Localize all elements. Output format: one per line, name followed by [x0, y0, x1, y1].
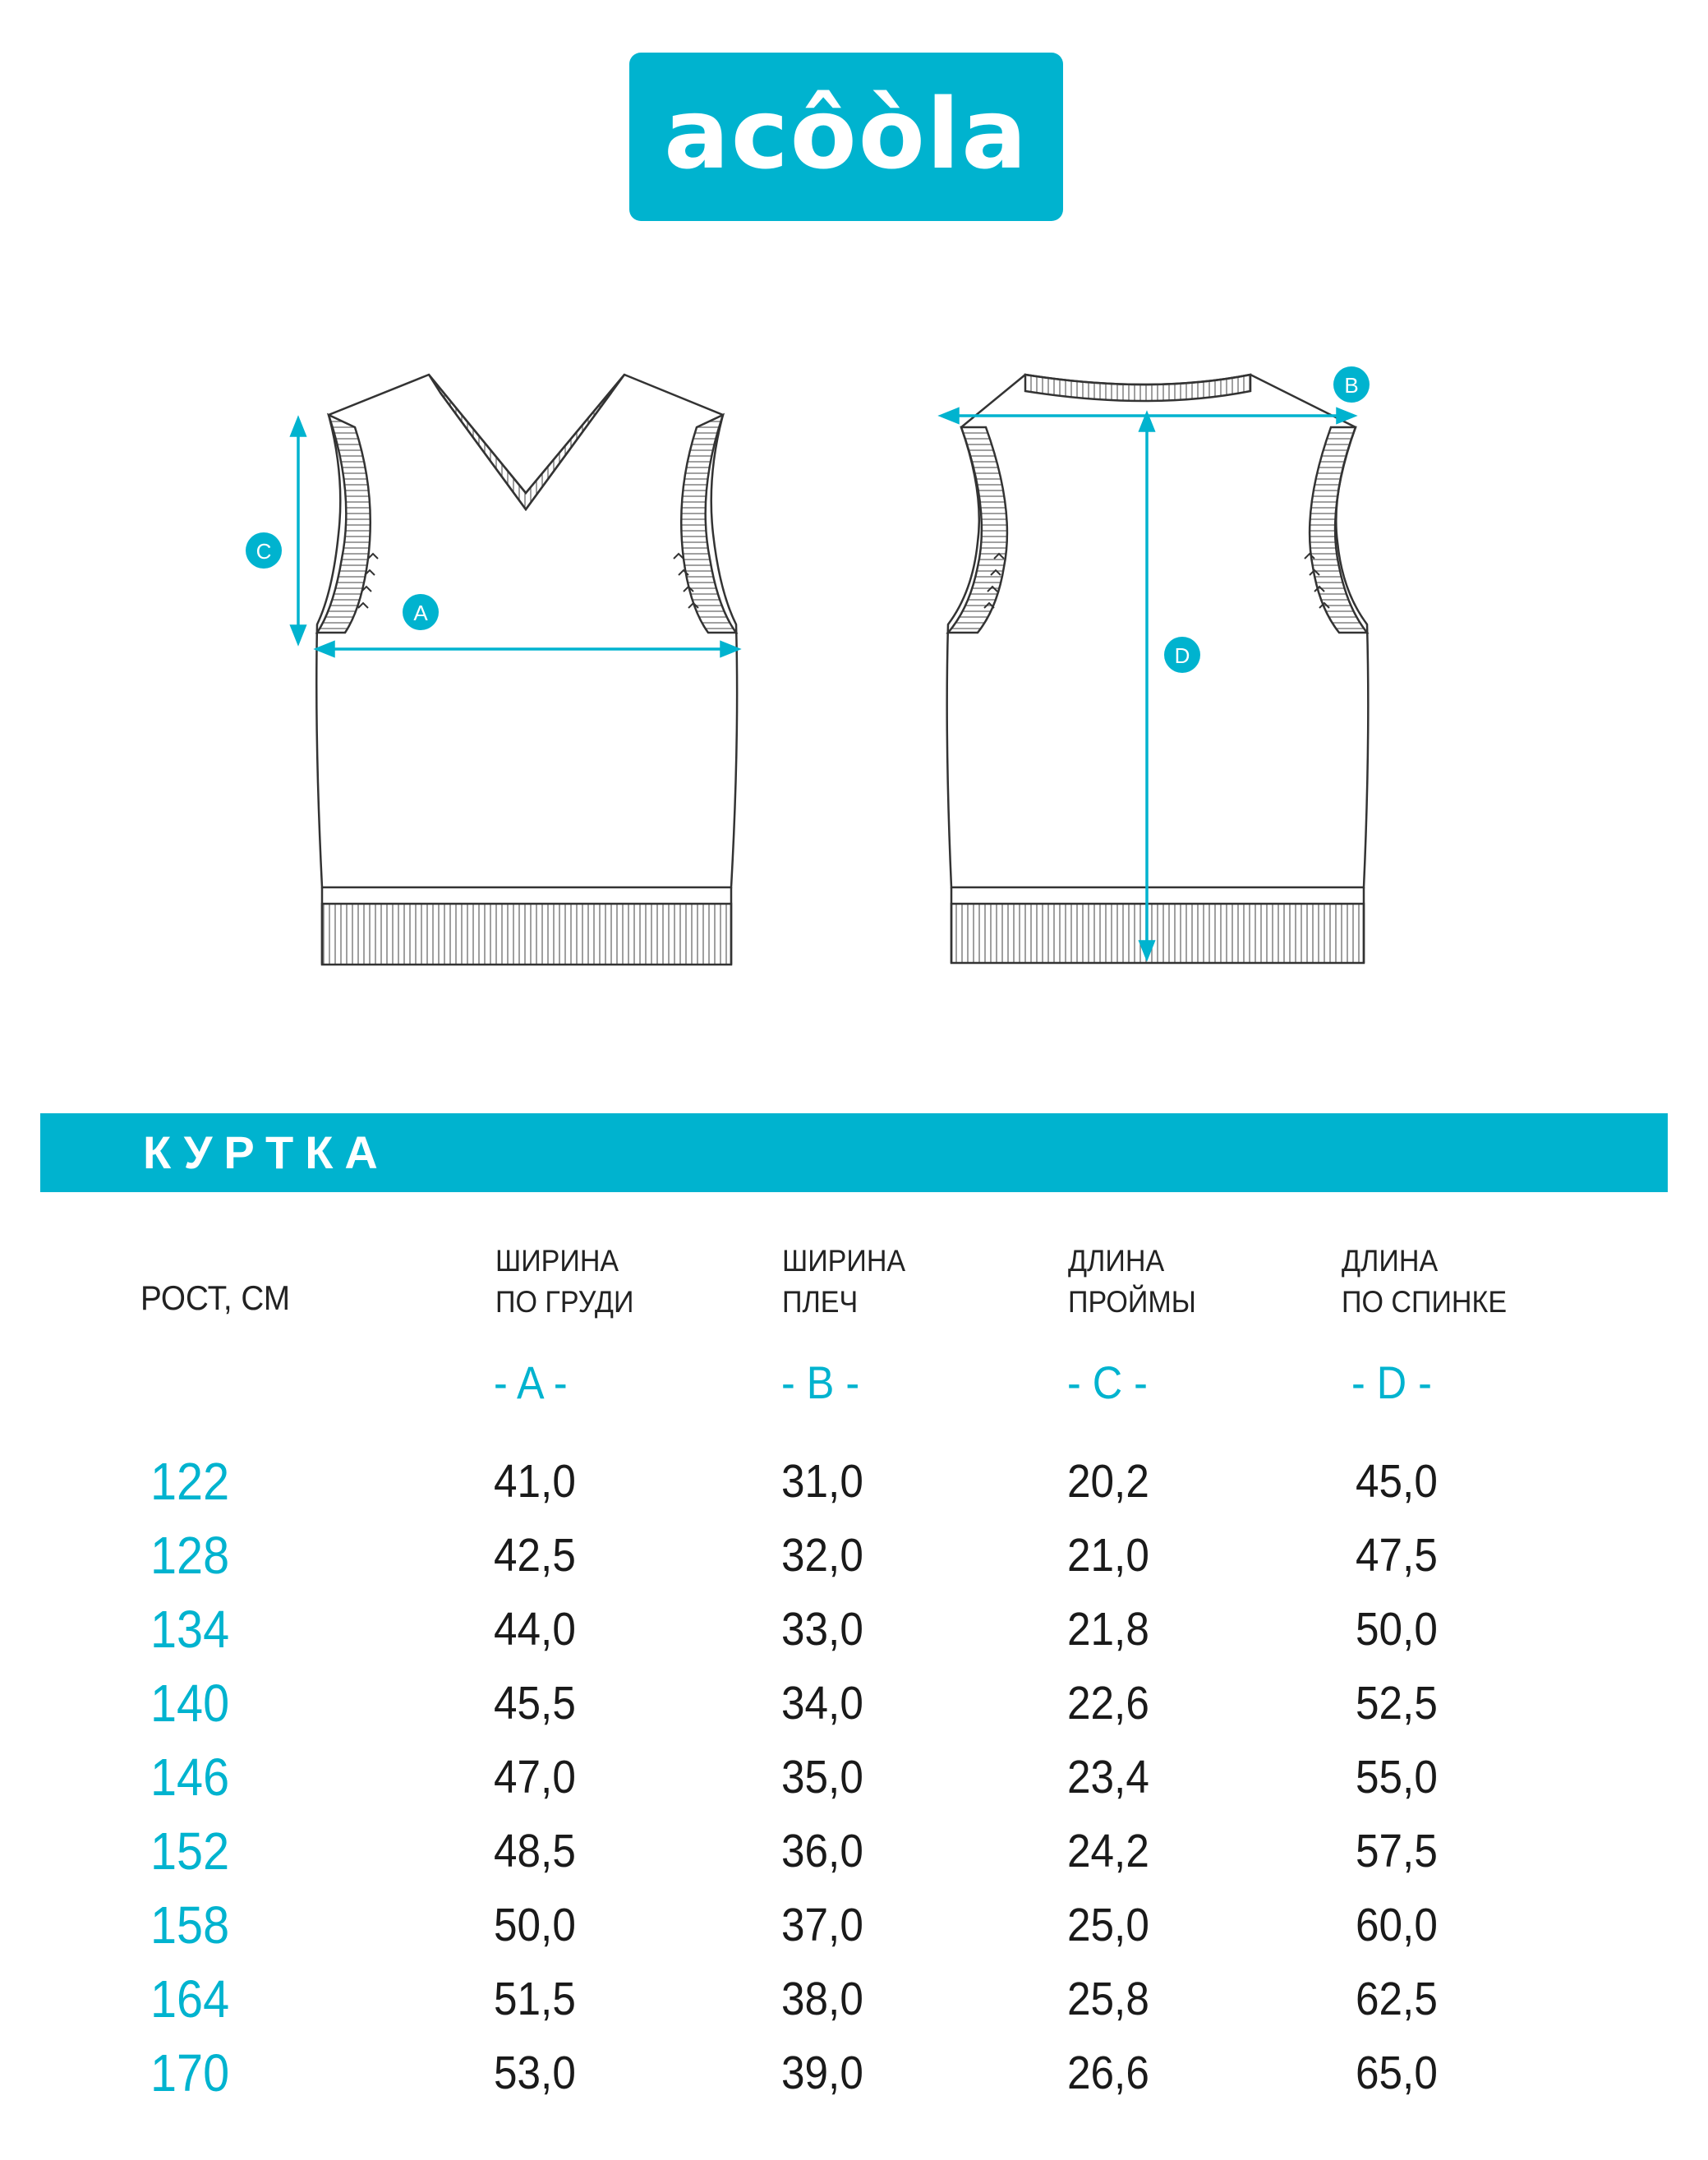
cell-c: 20,2 [1067, 1455, 1149, 1508]
height-cell: 140 [150, 1674, 230, 1733]
cell-a: 45,5 [494, 1677, 576, 1729]
height-cell: 134 [150, 1600, 230, 1659]
cell-b: 35,0 [781, 1751, 863, 1803]
back-view [947, 375, 1369, 963]
marker-c [246, 532, 282, 569]
cell-b: 31,0 [781, 1455, 863, 1508]
height-cell: 128 [150, 1526, 230, 1585]
col-header-a: ШИРИНА ПО ГРУДИ [495, 1244, 634, 1319]
col-letter-d: - D - [1351, 1356, 1432, 1408]
cell-c: 21,0 [1067, 1529, 1149, 1582]
table-row [0, 1528, 1708, 1602]
cell-a: 42,5 [494, 1529, 576, 1582]
table-row [0, 1821, 1708, 1898]
cell-d: 60,0 [1356, 1899, 1438, 1951]
cell-a: 41,0 [494, 1455, 576, 1508]
cell-b: 32,0 [781, 1529, 863, 1582]
front-view [316, 375, 737, 965]
table-row [0, 1676, 1708, 1750]
height-cell: 146 [150, 1748, 230, 1807]
cell-d: 57,5 [1356, 1825, 1438, 1877]
cell-d: 47,5 [1356, 1529, 1438, 1582]
brand-logo-text: acôòla [664, 76, 1029, 191]
cell-c: 25,8 [1067, 1973, 1149, 2025]
cell-c: 22,6 [1067, 1677, 1149, 1729]
cell-b: 33,0 [781, 1603, 863, 1656]
cell-b: 39,0 [781, 2047, 863, 2099]
table-row [0, 1602, 1708, 1676]
table-row [0, 1750, 1708, 1824]
height-header: РОСТ, СМ [140, 1278, 291, 1317]
table-row [0, 1969, 1708, 2046]
marker-b-label: B [1344, 373, 1359, 398]
col-header-c: ДЛИНА ПРОЙМЫ [1068, 1244, 1196, 1319]
cell-a: 53,0 [494, 2047, 576, 2099]
cell-d: 65,0 [1356, 2047, 1438, 2099]
height-cell: 170 [150, 2043, 230, 2102]
cell-b: 36,0 [781, 1825, 863, 1877]
table-row [0, 1454, 1708, 1528]
col-letter-c: - C - [1067, 1356, 1148, 1408]
cell-c: 23,4 [1067, 1751, 1149, 1803]
cell-d: 62,5 [1356, 1973, 1438, 2025]
cell-b: 37,0 [781, 1899, 863, 1951]
cell-c: 25,0 [1067, 1899, 1149, 1951]
cell-a: 51,5 [494, 1973, 576, 2025]
marker-c-label: C [256, 539, 272, 564]
col-header-b: ШИРИНА ПЛЕЧ [782, 1244, 906, 1319]
cell-d: 50,0 [1356, 1603, 1438, 1656]
marker-a-label: A [413, 601, 428, 625]
height-cell: 152 [150, 1821, 230, 1881]
marker-d-label: D [1174, 643, 1190, 668]
cell-a: 44,0 [494, 1603, 576, 1656]
cell-b: 34,0 [781, 1677, 863, 1729]
cell-b: 38,0 [781, 1973, 863, 2025]
cell-c: 24,2 [1067, 1825, 1149, 1877]
cell-d: 52,5 [1356, 1677, 1438, 1729]
marker-b [1333, 366, 1370, 403]
table-row [0, 2043, 1708, 2120]
garment-diagram [0, 0, 1708, 1027]
col-header-d: ДЛИНА ПО СПИНКЕ [1342, 1244, 1508, 1319]
cell-d: 45,0 [1356, 1455, 1438, 1508]
marker-a [403, 594, 439, 630]
height-cell: 164 [150, 1969, 230, 2029]
table-title: КУРТКА [143, 1126, 389, 1178]
height-cell: 122 [150, 1452, 230, 1511]
col-letter-b: - B - [781, 1356, 860, 1408]
cell-c: 21,8 [1067, 1603, 1149, 1656]
marker-d [1164, 637, 1200, 673]
height-cell: 158 [150, 1895, 230, 1955]
col-letter-a: - A - [494, 1356, 568, 1408]
cell-a: 48,5 [494, 1825, 576, 1877]
cell-d: 55,0 [1356, 1751, 1438, 1803]
table-row [0, 1895, 1708, 1972]
cell-a: 50,0 [494, 1899, 576, 1951]
cell-a: 47,0 [494, 1751, 576, 1803]
cell-c: 26,6 [1067, 2047, 1149, 2099]
